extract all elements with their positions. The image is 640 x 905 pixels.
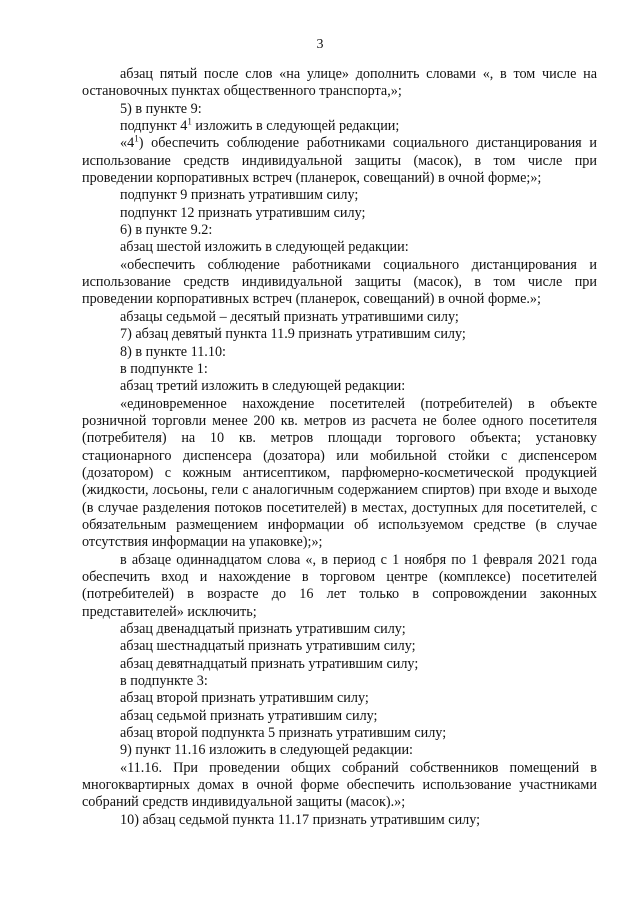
paragraph: 7) абзац девятый пункта 11.9 признать утратившим силу; — [120, 326, 466, 343]
paragraph-text: подпункт 4 — [120, 118, 188, 135]
paragraph: абзац второй подпункта 5 признать утратившим силу; — [120, 725, 447, 742]
paragraph-text: ) обеспечить соблюдение работниками социального дистанцирования и использование средств индивидуальной защиты (масок), в том числе при проведении корпоративных встреч (планерок, совещаний) в очной форме;»; — [82, 135, 597, 187]
paragraph: подпункт 12 признать утратившим силу; — [120, 204, 366, 221]
paragraph: подпункт 9 признать утратившим силу; — [120, 187, 359, 204]
paragraph — [82, 118, 597, 135]
paragraph: абзац пятый после слов «на улице» дополнить словами «, в том числе на остановочных пунктах общественного транспорта,»; — [82, 66, 597, 100]
paragraph: 10) абзац седьмой пункта 11.17 признать утратившим силу; — [120, 811, 481, 828]
paragraph: абзац шестнадцатый признать утратившим силу; — [120, 638, 416, 655]
paragraph-text: «4 — [120, 135, 135, 152]
paragraph-text: изложить в следующей редакции; — [191, 118, 400, 135]
paragraph: 6) в пункте 9.2: — [120, 222, 213, 239]
paragraph: 8) в пункте 11.10: — [120, 343, 226, 360]
superscript: 1 — [134, 133, 139, 144]
paragraph: «обеспечить соблюдение работниками социального дистанцирования и использование средств индивидуальной защиты (масок), в том числе при проведении корпоративных встреч (планерок, совещаний) в очной форме.»; — [82, 256, 597, 308]
paragraph: «11.16. При проведении общих собраний собственников помещений в многоквартирных домах в очной форме обеспечить использование участниками собраний средств индивидуальной защиты (масок).»; — [82, 759, 597, 811]
paragraph: в абзаце одиннадцатом слова «, в период с 1 ноября по 1 февраля 2021 года обеспечить вход и нахождение в торговом центре (комплексе) посетителей (потребителей) в возрасте до 16 лет только в сопровождении законных представителей» исключить; — [82, 551, 597, 620]
document-body — [82, 66, 597, 829]
paragraph: абзац второй признать утратившим силу; — [120, 690, 369, 707]
paragraph: в подпункте 1: — [120, 360, 208, 377]
paragraph: 9) пункт 11.16 изложить в следующей редакции: — [120, 742, 414, 759]
paragraph: в подпункте 3: — [120, 673, 208, 690]
page-number: 3 — [316, 37, 324, 52]
paragraph: абзац шестой изложить в следующей редакции: — [120, 239, 409, 256]
paragraph: «единовременное нахождение посетителей (потребителей) в объекте розничной торговли менее 200 кв. метров из расчета не более одного посетителя (потребителя) на 10 кв. метров площади торгового объекта; установку стационарного диспенсера (дозатора) или мобильной стойки с диспенсером (дозатором) с кожным антисептиком, парфюмерно-косметической продукцией (жидкости, лосьоны, гели с аналогичным содержанием спиртов) при входе и выходе (в случае разделения потоков посетителей) в местах, доступных для посетителей, с обязательным размещением информации об используемом средстве (в случае отсутствия информации на упаковке);»; — [82, 395, 597, 551]
paragraph: абзац третий изложить в следующей редакции: — [120, 378, 406, 395]
superscript: 1 — [187, 116, 192, 127]
paragraph: абзац седьмой признать утратившим силу; — [120, 707, 378, 724]
paragraph: 5) в пункте 9: — [120, 100, 202, 117]
paragraph: абзацы седьмой – десятый признать утратившими силу; — [120, 308, 459, 325]
paragraph — [82, 135, 597, 187]
paragraph: абзац двенадцатый признать утратившим силу; — [120, 621, 406, 637]
paragraph: абзац девятнадцатый признать утратившим силу; — [120, 655, 419, 672]
